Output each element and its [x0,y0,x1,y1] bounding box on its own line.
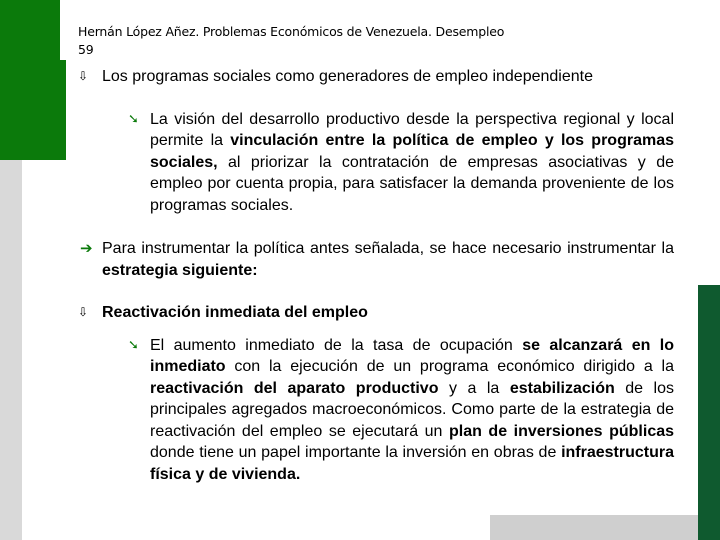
arrow-down-outline-icon: ⇩ [78,69,89,83]
bullet-aumento-ocupacion: ➘ El aumento inmediato de la tasa de ocupación se alcanzará en lo inmediato con la ejecución de un programa económico dirigido a la reactivación del aparato productivo y a la estabilización de los principales agregados macroeconómicos. Como parte de la estrategia de reactivación del empleo se ejecutará un plan de inversiones públicas donde tiene un papel importante la inversión en obras de infraestructura física y de vivienda. [128,336,675,483]
bullet-text: Los programas sociales como generadores de empleo independiente [102,68,593,85]
page-number: 59 [78,42,94,57]
arrow-down-outline-icon: ⇩ [78,305,89,319]
grey-bottom-bar [490,515,698,540]
bullet-instrumentar: ➔ Para instrumentar la política antes señalada, se hace necesario instrumentar la estrategia siguiente: [80,239,674,279]
arrow-down-right-icon: ➘ [128,337,139,353]
dark-green-corner-bar [698,285,720,540]
arrow-down-right-icon: ➘ [128,111,139,127]
page-title: Hernán López Añez. Problemas Económicos de Venezuela. Desempleo [78,24,505,39]
bullet-vision-desarrollo: ➘ La visión del desarrollo productivo desde la perspectiva regional y local permite la vinculación entre la política de empleo y los programas sociales, al priorizar la contratación de empresas asociativas y de empleo por cuenta propia, para satisfacer la demanda proveniente de los programas sociales. [128,110,674,214]
grey-side-bar [0,160,22,540]
bullet-programas-sociales [70,66,674,88]
slide-body [70,66,674,485]
arrow-right-icon: ➔ [80,239,93,257]
bullet-reactivacion: ⇩ Reactivación inmediata del empleo [70,302,674,324]
